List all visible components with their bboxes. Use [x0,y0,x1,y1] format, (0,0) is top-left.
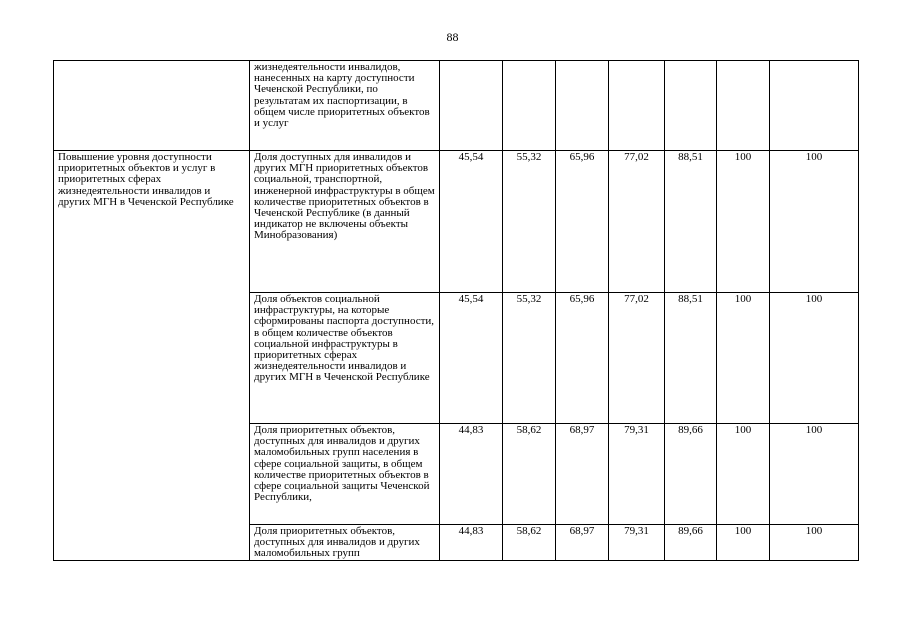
indicators-table [53,60,859,561]
value-cell: 58,62 [503,424,556,525]
value-cell: 68,97 [556,424,609,525]
value-cell: 65,96 [556,151,609,293]
value-cell: 55,32 [503,151,556,293]
value-cell: 55,32 [503,293,556,424]
value-cell: 77,02 [609,151,665,293]
indicator-cell: Доля доступных для инвалидов и других МГН приоритетных объектов социальной, транспортной, инженерной инфраструктуры в общем количестве приоритетных объектов в Чеченской Республике (в данный индикатор не включены объекты Минобразования) [250,151,440,293]
goal-cell: Повышение уровня доступности приоритетных объектов и услуг в приоритетных сферах жизнедеятельности инвалидов и других МГН в Чеченской Республике [54,151,250,561]
value-cell [609,61,665,151]
value-cell: 100 [717,151,770,293]
value-cell: 100 [717,525,770,561]
value-cell: 100 [770,525,859,561]
page-number: 88 [446,30,459,44]
value-cell [503,61,556,151]
table-row [54,61,859,151]
indicator-cell: Доля приоритетных объектов, доступных для инвалидов и других маломобильных групп населения в сфере социальной защиты, в общем количестве приоритетных объектов в сфере социальной защиты Чеченской Республики, [250,424,440,525]
table-row [54,151,859,293]
value-cell: 100 [770,293,859,424]
value-cell: 100 [770,151,859,293]
value-cell: 44,83 [440,525,503,561]
value-cell: 89,66 [665,424,717,525]
value-cell [440,61,503,151]
value-cell [717,61,770,151]
value-cell: 58,62 [503,525,556,561]
value-cell: 44,83 [440,424,503,525]
value-cell: 79,31 [609,424,665,525]
indicator-cell: Доля приоритетных объектов, доступных для инвалидов и других маломобильных групп [250,525,440,561]
value-cell: 88,51 [665,293,717,424]
value-cell: 88,51 [665,151,717,293]
value-cell: 77,02 [609,293,665,424]
value-cell: 89,66 [665,525,717,561]
value-cell: 45,54 [440,151,503,293]
value-cell: 68,97 [556,525,609,561]
value-cell: 100 [770,424,859,525]
value-cell [665,61,717,151]
value-cell: 100 [717,424,770,525]
value-cell: 45,54 [440,293,503,424]
indicator-cell: жизнедеятельности инвалидов, нанесенных на карту доступности Чеченской Республики, по результатам их паспортизации, в общем числе приоритетных объектов и услуг [250,61,440,151]
goal-cell-empty [54,61,250,151]
indicator-cell: Доля объектов социальной инфраструктуры, на которые сформированы паспорта доступности, в общем количестве объектов социальной инфраструктуры в приоритетных сферах жизнедеятельности инвалидов и других МГН в Чеченской Республике [250,293,440,424]
value-cell: 79,31 [609,525,665,561]
value-cell: 65,96 [556,293,609,424]
value-cell [770,61,859,151]
value-cell: 100 [717,293,770,424]
value-cell [556,61,609,151]
